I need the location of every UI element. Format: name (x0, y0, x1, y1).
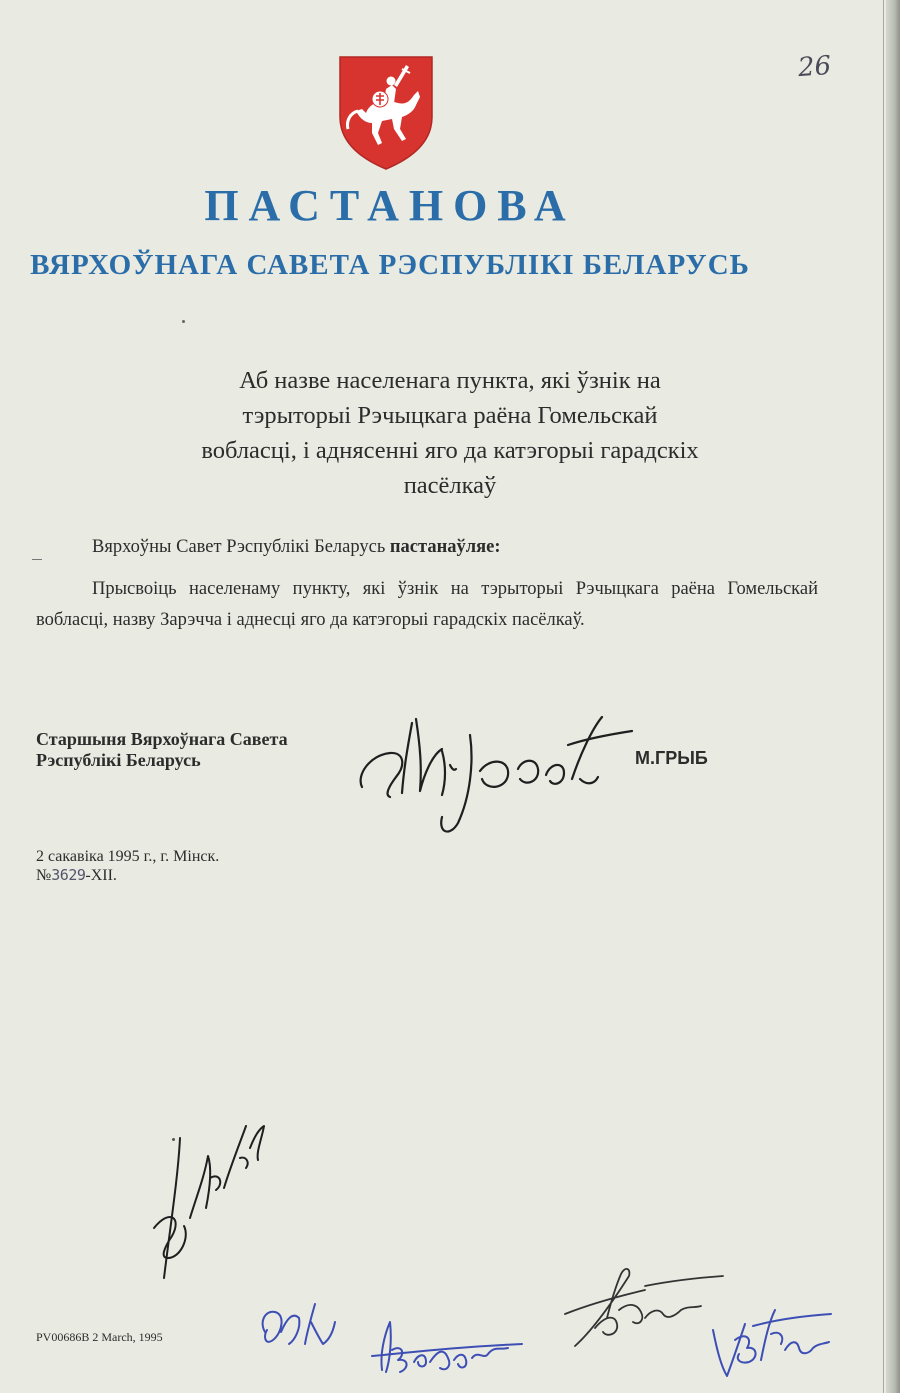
position-line: Старшыня Вярхоўнага Савета (36, 729, 288, 749)
blue-signature (705, 1300, 835, 1385)
handwritten-page-number: 26 (796, 50, 833, 84)
blue-signature (255, 1292, 345, 1362)
margin-mark (32, 559, 42, 560)
signer-name: М.ГРЫБ (635, 748, 708, 768)
signatory-position (36, 729, 288, 771)
number-suffix: -XII. (85, 867, 117, 884)
chairman-signature (350, 705, 640, 845)
black-signature (555, 1258, 725, 1368)
coat-of-arms-emblem (336, 55, 436, 171)
page-edge (886, 0, 900, 1393)
preamble-text: Вярхоўны Савет Рэспублікі Беларусь (92, 537, 390, 557)
resolution-heading (90, 363, 810, 503)
issuing-body: ВЯРХОЎНАГА САВЕТА РЭСПУБЛІКІ БЕЛАРУСЬ (30, 249, 750, 281)
heading-line: вобласці, і аднясенні яго да катэгорыі гарадскіх (201, 437, 699, 464)
preamble (92, 537, 822, 558)
vertical-signature (150, 1108, 280, 1288)
heading-line: Аб назве населенага пункта, які ўзнік на (239, 367, 661, 394)
resolution-number (36, 866, 117, 885)
number-prefix: № (36, 867, 52, 884)
paper-speck (182, 320, 185, 323)
blue-signature (368, 1310, 528, 1380)
heading-line: пасёлкаў (403, 472, 497, 499)
archive-code: PV00686B 2 March, 1995 (36, 1330, 163, 1344)
date-and-place: 2 сакавіка 1995 г., г. Мінск. (36, 848, 220, 865)
stamped-number: 3629 (51, 866, 86, 884)
page-binding-line (883, 0, 884, 1393)
position-line: Рэспублікі Беларусь (36, 750, 201, 770)
preamble-verb: пастанаўляе: (389, 537, 501, 557)
resolution-body: Прысвоіць населенаму пункту, які ўзнік на тэрыторыі Рэчыцкага раёна Гомельскай вобласці, назву Зарэчча і аднесці яго да катэгорыі гарадскіх пасёлкаў. (36, 579, 818, 630)
document-title: ПАСТАНОВА (204, 181, 576, 230)
heading-line: тэрыторыі Рэчыцкага раёна Гомельскай (242, 402, 658, 429)
